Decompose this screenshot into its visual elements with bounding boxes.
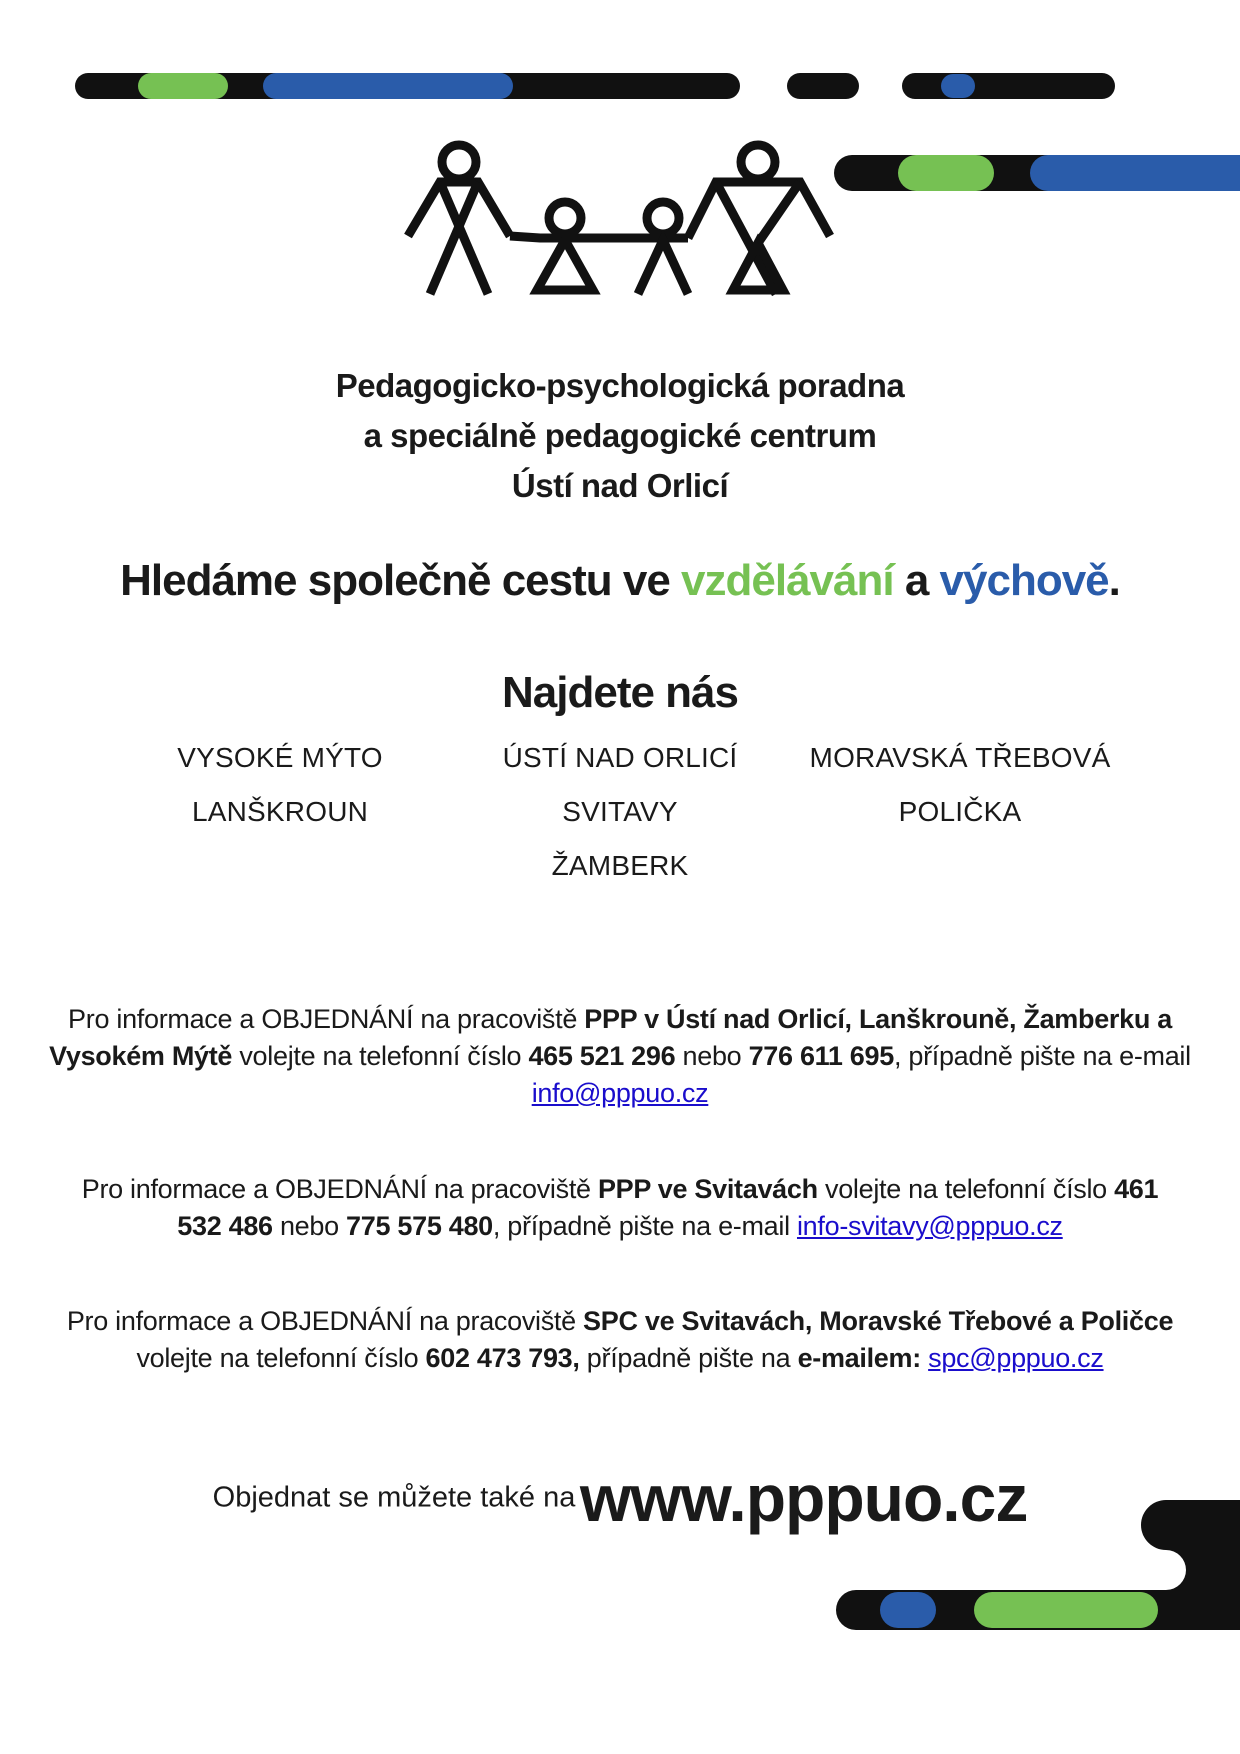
info1-text3: nebo xyxy=(675,1041,749,1071)
info1-email-link[interactable]: info@pppuo.cz xyxy=(531,1078,709,1108)
info-paragraph-ppp-usti xyxy=(40,1001,1200,1112)
locations-title: Najdete nás xyxy=(502,668,738,717)
top-middle-bar xyxy=(787,73,859,99)
info3-phone: 602 473 793, xyxy=(425,1343,580,1373)
info1-text4: , případně pište na e-mail xyxy=(893,1041,1191,1071)
info2-location: PPP ve Svitavách xyxy=(597,1174,818,1204)
info3-text1: Pro informace a OBJEDNÁNÍ na pracoviště xyxy=(66,1306,584,1336)
info1-phone2: 776 611 695 xyxy=(748,1041,894,1071)
location-lanskroun: LANŠKROUN xyxy=(191,796,369,827)
location-zamberk: ŽAMBERK xyxy=(551,850,689,881)
right-edge-bar-blue xyxy=(1030,155,1240,191)
org-name-line2: a speciálně pedagogické centrum xyxy=(363,417,877,454)
slogan-part3: . xyxy=(1108,556,1120,605)
info1-text2: volejte na telefonní číslo xyxy=(232,1041,529,1071)
info2-phone1: 461 532 486 xyxy=(177,1174,1159,1241)
top-left-bar-green xyxy=(138,73,228,99)
slogan-highlight-upbringing: výchově xyxy=(939,556,1109,605)
location-moravska-trebova: MORAVSKÁ TŘEBOVÁ xyxy=(809,742,1111,773)
info1-phone1: 465 521 296 xyxy=(528,1041,676,1071)
top-right-dot-blue xyxy=(941,74,975,98)
website-prefix: Objednat se můžete také na xyxy=(212,1481,576,1514)
info2-text3: nebo xyxy=(272,1211,347,1241)
location-policka: POLIČKA xyxy=(898,796,1022,827)
info2-text1: Pro informace a OBJEDNÁNÍ na pracoviště xyxy=(81,1174,598,1204)
top-left-bar-blue xyxy=(263,73,513,99)
info2-phone2: 775 575 480 xyxy=(346,1211,493,1241)
info2-text2: volejte na telefonní číslo xyxy=(817,1174,1115,1204)
info-paragraph-ppp-svitavy xyxy=(60,1171,1180,1245)
info3-email-link[interactable]: spc@pppuo.cz xyxy=(928,1343,1104,1373)
info1-text1: Pro informace a OBJEDNÁNÍ na pracoviště xyxy=(68,1004,585,1034)
slogan-highlight-education: vzdělávání xyxy=(681,556,894,605)
info2-email-link[interactable]: info-svitavy@pppuo.cz xyxy=(796,1211,1063,1241)
info3-text3: případně pište na xyxy=(579,1343,798,1373)
info-paragraph-spc xyxy=(40,1303,1200,1377)
right-edge-bar-green xyxy=(898,155,994,191)
info3-locations: SPC ve Svitavách, Moravské Třebové a Poličce xyxy=(583,1306,1174,1336)
bottom-right-decoration xyxy=(836,1500,1240,1634)
family-figures-logo xyxy=(400,138,840,298)
slogan-part1: Hledáme společně cestu ve xyxy=(120,556,682,605)
info1-locations: PPP v Ústí nad Orlicí, Lanškrouně, Žamberku a Vysokém Mýtě xyxy=(49,1004,1172,1071)
org-name-line3: Ústí nad Orlicí xyxy=(511,467,729,504)
location-svitavy: SVITAVY xyxy=(562,796,678,827)
org-name-line1: Pedagogicko-psychologická poradna xyxy=(335,367,905,404)
info2-text4: , případně pište na e-mail xyxy=(492,1211,797,1241)
slogan-part2: a xyxy=(893,556,940,605)
slogan xyxy=(0,556,1240,606)
info3-email-label: e-mailem: xyxy=(797,1343,921,1373)
location-usti-nad-orlici: ÚSTÍ NAD ORLICÍ xyxy=(502,742,738,773)
info3-text2: volejte na telefonní číslo xyxy=(136,1343,426,1373)
top-right-bar xyxy=(902,73,1115,99)
location-vysoke-myto: VYSOKÉ MÝTO xyxy=(177,742,383,773)
website-url[interactable]: www.pppuo.cz xyxy=(579,1461,1028,1535)
